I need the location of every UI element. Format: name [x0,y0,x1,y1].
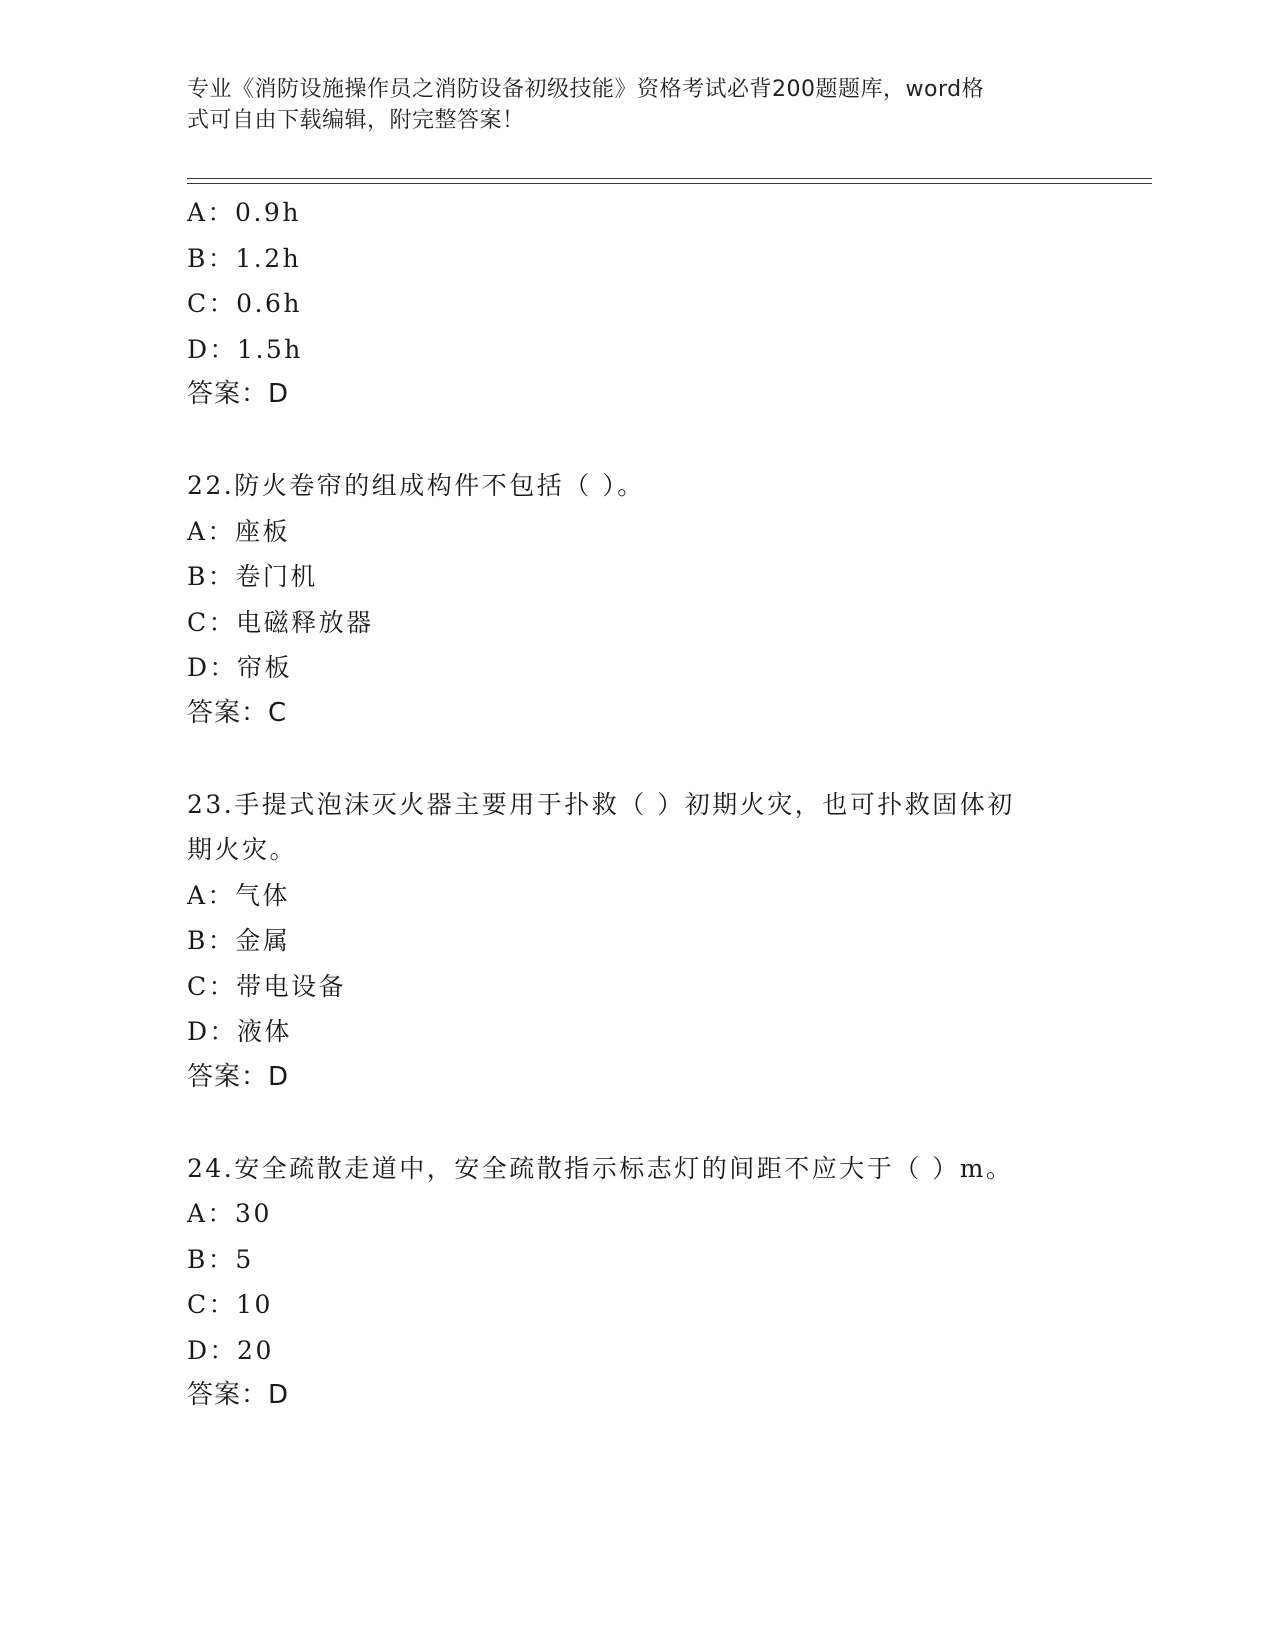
question-text: 24.安全疏散走道中，安全疏散指示标志灯的间距不应大于（ ）m。 [187,1153,1014,1183]
question-22 [187,463,1087,736]
answer-line: 答案：D [187,1380,290,1410]
header-divider-top [187,178,1152,179]
answer-line: 答案：D [187,379,290,409]
answer-line: 答案：D [187,1061,290,1092]
option-d: D：1.5h [187,334,303,364]
option-c: C：电磁释放器 [187,607,374,637]
spacer [187,736,1087,782]
question-text: 22.防火卷帘的组成构件不包括（ ）。 [187,471,645,500]
option-a: A：0.9h [187,198,301,227]
option-c: C：0.6h [187,289,302,318]
question-21-tail [187,190,1087,418]
option-b: B：5 [187,1244,254,1274]
question-23 [187,782,1087,1101]
header-line-1: 专业《消防设施操作员之消防设备初级技能》资格考试必背200题题库，word格 [187,77,985,102]
header-line-2: 式可自由下载编辑，附完整答案！ [187,108,525,133]
option-d: D：液体 [187,1017,293,1046]
answer-line: 答案：C [187,697,288,728]
option-d: D：帘板 [187,653,293,682]
option-a: A：30 [187,1199,272,1228]
document-header [187,74,1067,136]
option-a: A：气体 [187,880,291,910]
question-text-line-2: 期火灾。 [187,835,298,864]
option-b: B：1.2h [187,243,302,273]
option-b: B：金属 [187,926,291,955]
option-b: B：卷门机 [187,562,318,591]
option-c: C：带电设备 [187,971,347,1001]
header-divider-bottom [187,183,1152,184]
spacer [187,418,1087,464]
option-a: A：座板 [187,516,291,546]
option-d: D：20 [187,1335,274,1365]
option-c: C：10 [187,1290,273,1319]
question-list [187,190,1087,1419]
question-24 [187,1146,1087,1419]
question-text-line-1: 23.手提式泡沫灭火器主要用于扑救（ ）初期火灾，也可扑救固体初 [187,789,1015,819]
spacer [187,1100,1087,1146]
